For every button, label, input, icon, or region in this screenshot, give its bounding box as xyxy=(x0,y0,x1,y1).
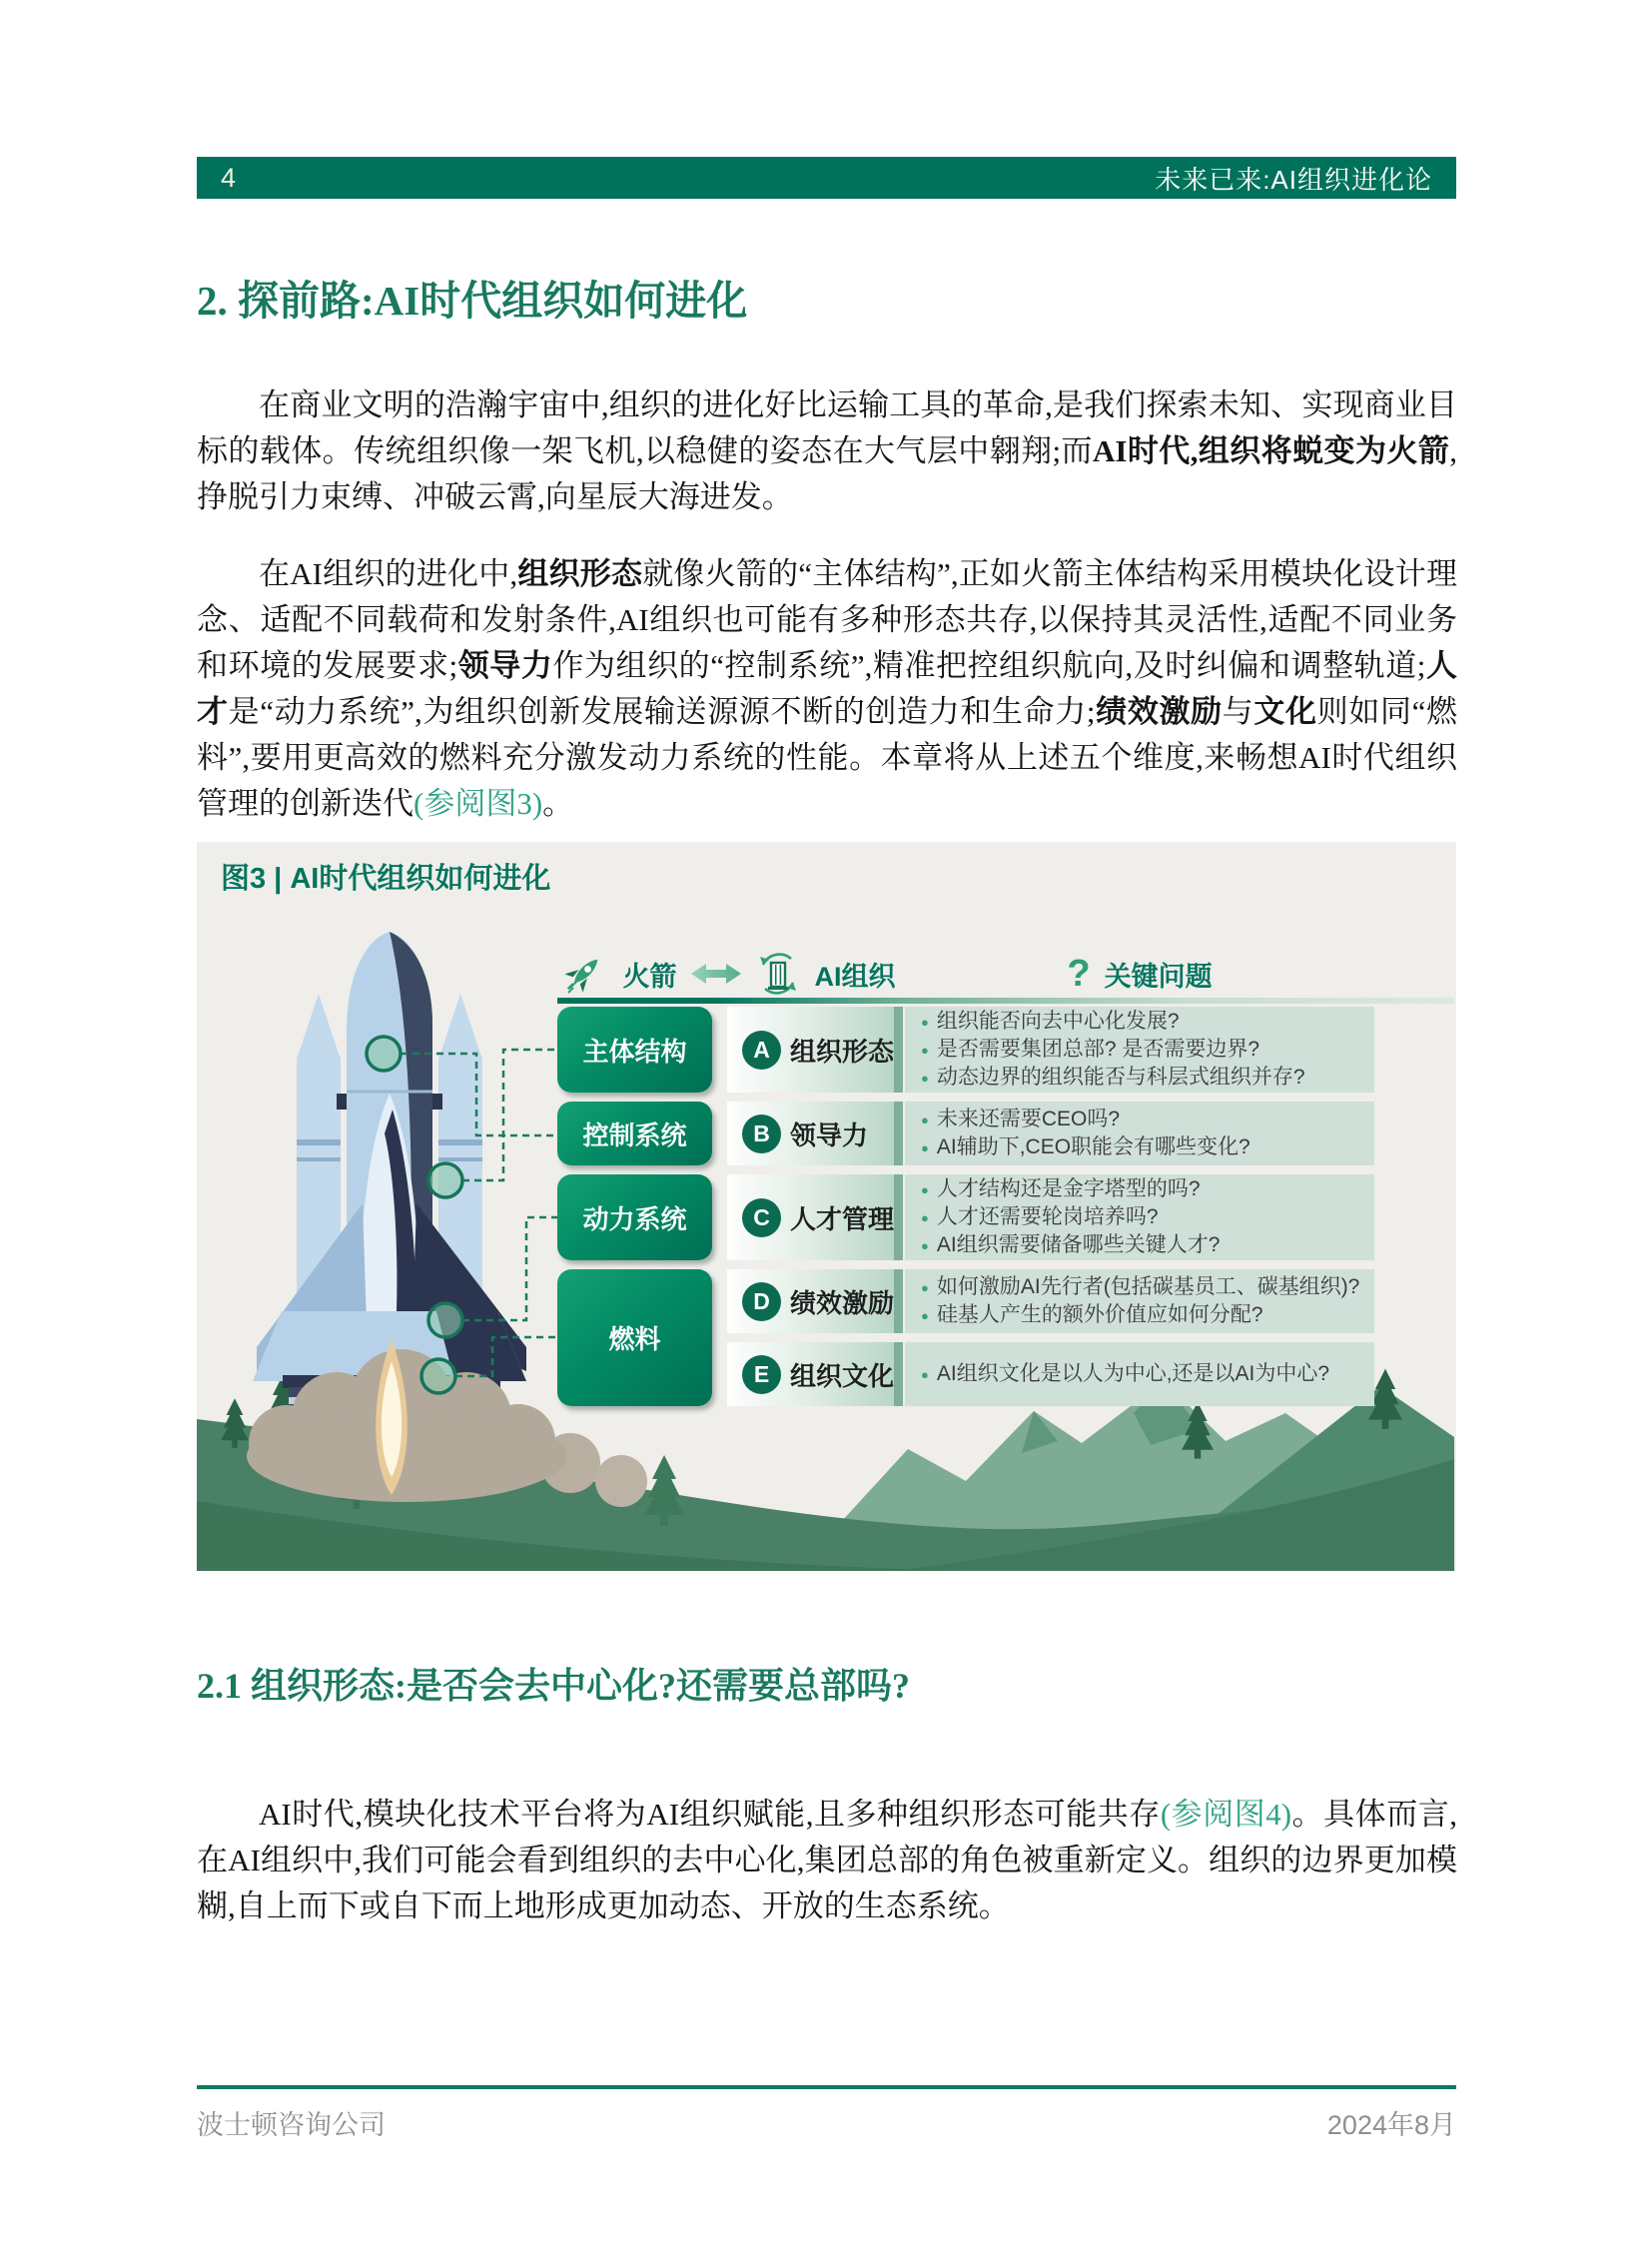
question-item: ● 是否需要集团总部? 是否需要边界? xyxy=(921,1036,1364,1064)
p2-text-2: 就像火箭的“主体结构”,正如火箭主体结构采用模块化设计理念、适配不同载荷和发射条件,AI组织也可能有多种形态共存,以保持其灵活性,适配不同业务和环境的发展要求; xyxy=(197,556,1457,683)
dimension-cell-A xyxy=(727,1007,903,1093)
dimension-name-D: 绩效激励 xyxy=(790,1287,895,1318)
section-heading: 2. 探前路:AI时代组织如何进化 xyxy=(197,278,748,324)
letter-badge-B: B xyxy=(742,1115,781,1153)
dimension-cell-D xyxy=(727,1269,903,1333)
question-item: ● 如何激励AI先行者(包括碳基员工、碳基组织)? xyxy=(921,1273,1364,1301)
engine-marker xyxy=(421,1359,455,1393)
footer-company: 波士顿咨询公司 xyxy=(197,2110,386,2140)
questions-cell-D xyxy=(905,1269,1374,1333)
bullet-dot: ● xyxy=(921,1238,929,1253)
legend-org-label: AI组织 xyxy=(814,961,896,992)
part-button-fuel: 燃料 xyxy=(557,1269,712,1406)
page-number: 4 xyxy=(221,162,237,193)
questions-cell-C xyxy=(905,1174,1374,1260)
question-item: ● 动态边界的组织能否与科层式组织并存? xyxy=(921,1064,1364,1092)
p2-bold-incentive: 绩效激励 xyxy=(1095,694,1223,729)
p2-text-7: 。 xyxy=(542,786,574,821)
question-item: ● AI组织文化是以人为中心,还是以AI为中心? xyxy=(921,1360,1364,1388)
part-button-power: 动力系统 xyxy=(557,1174,712,1260)
figure4-reference-link[interactable]: (参阅图4) xyxy=(1160,1797,1292,1832)
p2-bold-talent: 人才 xyxy=(197,648,1458,729)
figure3-reference-link[interactable]: (参阅图3) xyxy=(413,786,543,821)
figure-legend-right xyxy=(905,949,1374,999)
question-mark-icon: ? xyxy=(1067,953,1091,995)
letter-badge-A: A xyxy=(742,1031,781,1070)
question-item: ● 硅基人产生的额外价值应如何分配? xyxy=(921,1301,1364,1329)
bullet-dot: ● xyxy=(921,1015,929,1030)
paragraph-1 xyxy=(197,382,1457,520)
bullet-dot: ● xyxy=(921,1071,929,1086)
p2-bold-leadership: 领导力 xyxy=(457,648,553,683)
bullet-dot: ● xyxy=(921,1140,929,1155)
p2-text-4: 是“动力系统”,为组织创新发展输送源源不断的创造力和生命力; xyxy=(228,694,1096,729)
page-header-bar xyxy=(197,157,1456,199)
swap-arrow-icon xyxy=(691,961,741,987)
bullet-dot: ● xyxy=(921,1210,929,1225)
dimension-cell-C xyxy=(727,1174,903,1260)
questions-cell-E xyxy=(905,1342,1374,1406)
organization-cycle-icon xyxy=(755,950,801,998)
part-button-control: 控制系统 xyxy=(557,1102,712,1165)
bullet-dot: ● xyxy=(921,1280,929,1295)
footer-date: 2024年8月 xyxy=(1326,2110,1456,2140)
part-button-structure: 主体结构 xyxy=(557,1007,712,1093)
paragraph-2 xyxy=(197,551,1457,827)
p1-bold: AI时代,组织将蜕变为火箭 xyxy=(1092,433,1450,468)
document-title: 未来已来:AI组织进化论 xyxy=(1155,164,1432,195)
bullet-dot: ● xyxy=(921,1308,929,1323)
dimension-name-A: 组织形态 xyxy=(790,1036,895,1067)
question-item: ● AI组织需要储备哪些关键人才? xyxy=(921,1231,1364,1259)
dimension-cell-E xyxy=(727,1342,903,1406)
dimension-name-E: 组织文化 xyxy=(790,1360,895,1391)
p3-text-2: 。具体而言,在AI组织中,我们可能会看到组织的去中心化,集团总部的角色被重新定义。组织的边界更加模糊,自上而下或自下而上地形成更加动态、开放的生态系统。 xyxy=(197,1797,1458,1923)
letter-badge-D: D xyxy=(742,1282,781,1321)
bullet-dot: ● xyxy=(921,1043,929,1058)
bullet-dot: ● xyxy=(921,1182,929,1197)
bullet-dot: ● xyxy=(921,1367,929,1382)
questions-cell-A xyxy=(905,1007,1374,1093)
p3-text: AI时代,模块化技术平台将为AI组织赋能,且多种组织形态可能共存 xyxy=(259,1797,1161,1832)
p2-text-5: 与 xyxy=(1222,694,1254,729)
legend-questions-label: 关键问题 xyxy=(1104,961,1213,992)
dimension-name-B: 领导力 xyxy=(790,1120,869,1150)
dimension-cell-B xyxy=(727,1102,903,1165)
question-item: ● 人才还需要轮岗培养吗? xyxy=(921,1203,1364,1231)
letter-badge-C: C xyxy=(742,1198,781,1237)
paragraph-3 xyxy=(197,1792,1457,1929)
figure-3 xyxy=(197,842,1456,1571)
figure-title: 图3 | AI时代组织如何进化 xyxy=(221,863,551,895)
page-footer xyxy=(197,2085,1456,2142)
p2-bold-culture: 文化 xyxy=(1253,694,1317,729)
letter-badge-E: E xyxy=(742,1355,781,1394)
question-item: ● 人才结构还是金字塔型的吗? xyxy=(921,1175,1364,1203)
question-item: ● AI辅助下,CEO职能会有哪些变化? xyxy=(921,1133,1364,1161)
dimension-name-C: 人才管理 xyxy=(790,1203,895,1234)
p2-text-6: 则如同“燃料”,要用更高效的燃料充分激发动力系统的性能。本章将从上述五个维度,来畅想AI时代组织管理的创新迭代 xyxy=(197,694,1458,821)
legend-divider xyxy=(557,998,1454,1004)
figure-legend-left xyxy=(557,949,903,999)
p2-text: 在AI组织的进化中, xyxy=(259,556,518,591)
subsection-heading: 2.1 组织形态:是否会去中心化?还需要总部吗? xyxy=(197,1666,910,1706)
wing-marker xyxy=(428,1303,462,1337)
question-item: ● 未来还需要CEO吗? xyxy=(921,1106,1364,1133)
p2-bold-orgform: 组织形态 xyxy=(517,556,643,591)
footer-divider xyxy=(197,2085,1456,2089)
question-item: ● 组织能否向去中心化发展? xyxy=(921,1008,1364,1036)
p1-text: 在商业文明的浩瀚宇宙中,组织的进化好比运输工具的革命,是我们探索未知、实现商业目标的载体。传统组织像一架飞机,以稳健的姿态在大气层中翱翔;而 xyxy=(197,387,1457,468)
booster-marker xyxy=(428,1163,462,1197)
p1-text-2: ,挣脱引力束缚、冲破云霄,向星辰大海进发。 xyxy=(197,433,1457,514)
rocket-icon xyxy=(565,952,609,996)
legend-rocket-label: 火箭 xyxy=(622,961,677,992)
nose-marker xyxy=(367,1037,401,1071)
questions-cell-B xyxy=(905,1102,1374,1165)
p2-text-3: 作为组织的“控制系统”,精准把控组织航向,及时纠偏和调整轨道; xyxy=(552,648,1426,683)
bullet-dot: ● xyxy=(921,1113,929,1127)
